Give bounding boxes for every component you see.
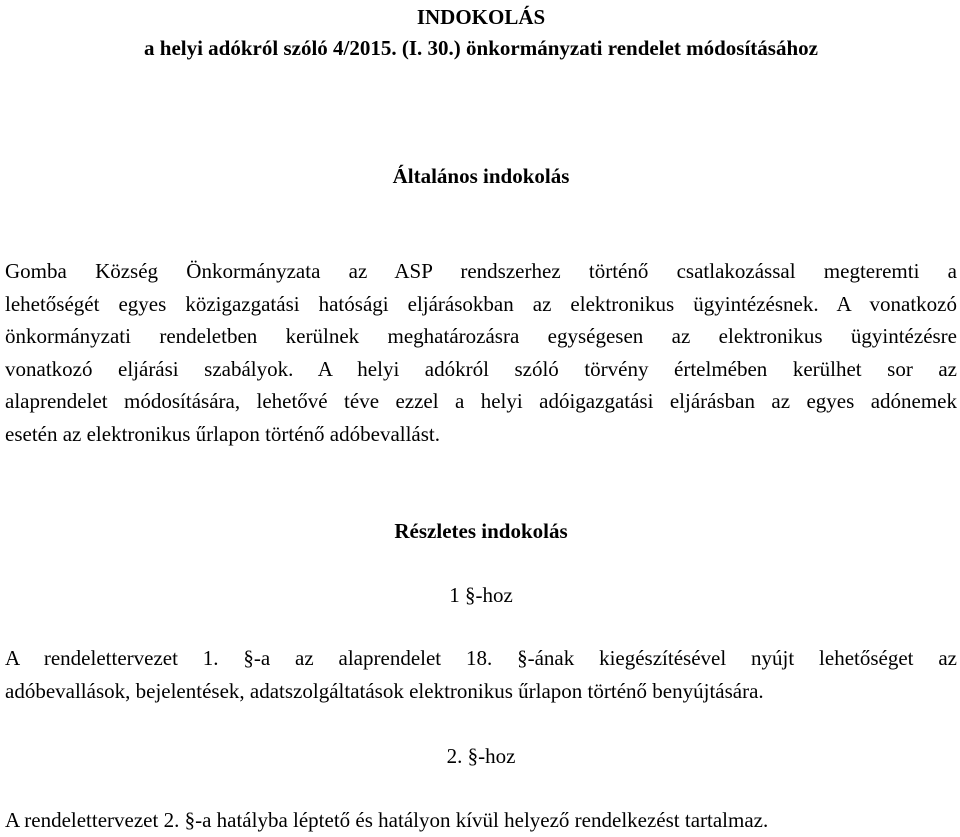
- section-1-paragraph: [5, 642, 957, 707]
- detailed-justification-heading: Részletes indokolás: [394, 519, 568, 543]
- paragraph-line: A rendelettervezet 1. §-a az alaprendelet 18. §-ának kiegészítésével nyújt lehetőséget az: [5, 646, 957, 670]
- paragraph-line: lehetőségét egyes közigazgatási hatósági eljárásokban az elektronikus ügyintézésnek. A vonatkozó: [5, 291, 957, 316]
- document-subtitle: a helyi adókról szóló 4/2015. (I. 30.) önkormányzati rendelet módosításához: [144, 36, 818, 60]
- document-title: INDOKOLÁS: [416, 5, 546, 29]
- general-justification-paragraph: [5, 255, 957, 451]
- paragraph-line: Gomba Község Önkormányzata az ASP rendszerhez történő csatlakozással megteremti a: [5, 259, 957, 283]
- paragraph-line: esetén az elektronikus űrlapon történő adóbevallást.: [5, 421, 441, 446]
- section-1-label: 1 §-hoz: [449, 583, 513, 607]
- paragraph-line: adóbevallások, bejelentések, adatszolgáltatások elektronikus űrlapon történő benyújtására.: [5, 678, 764, 703]
- paragraph-line: önkormányzati rendeletben kerülnek meghatározásra egységesen az elektronikus ügyintézésre: [5, 324, 957, 349]
- paragraph-line: alaprendelet módosítására, lehetővé téve ezzel a helyi adóigazgatási eljárásban az egyes adónemek: [5, 389, 957, 414]
- section-2-paragraph: [5, 804, 957, 837]
- paragraph-line: vonatkozó eljárási szabályok. A helyi adókról szóló törvény értelmében kerülhet sor az: [5, 356, 957, 381]
- paragraph-line: A rendelettervezet 2. §-a hatályba léptető és hatályon kívül helyező rendelkezést tartalmaz.: [5, 808, 769, 832]
- general-justification-heading: Általános indokolás: [392, 164, 570, 188]
- section-2-label: 2. §-hoz: [446, 744, 516, 768]
